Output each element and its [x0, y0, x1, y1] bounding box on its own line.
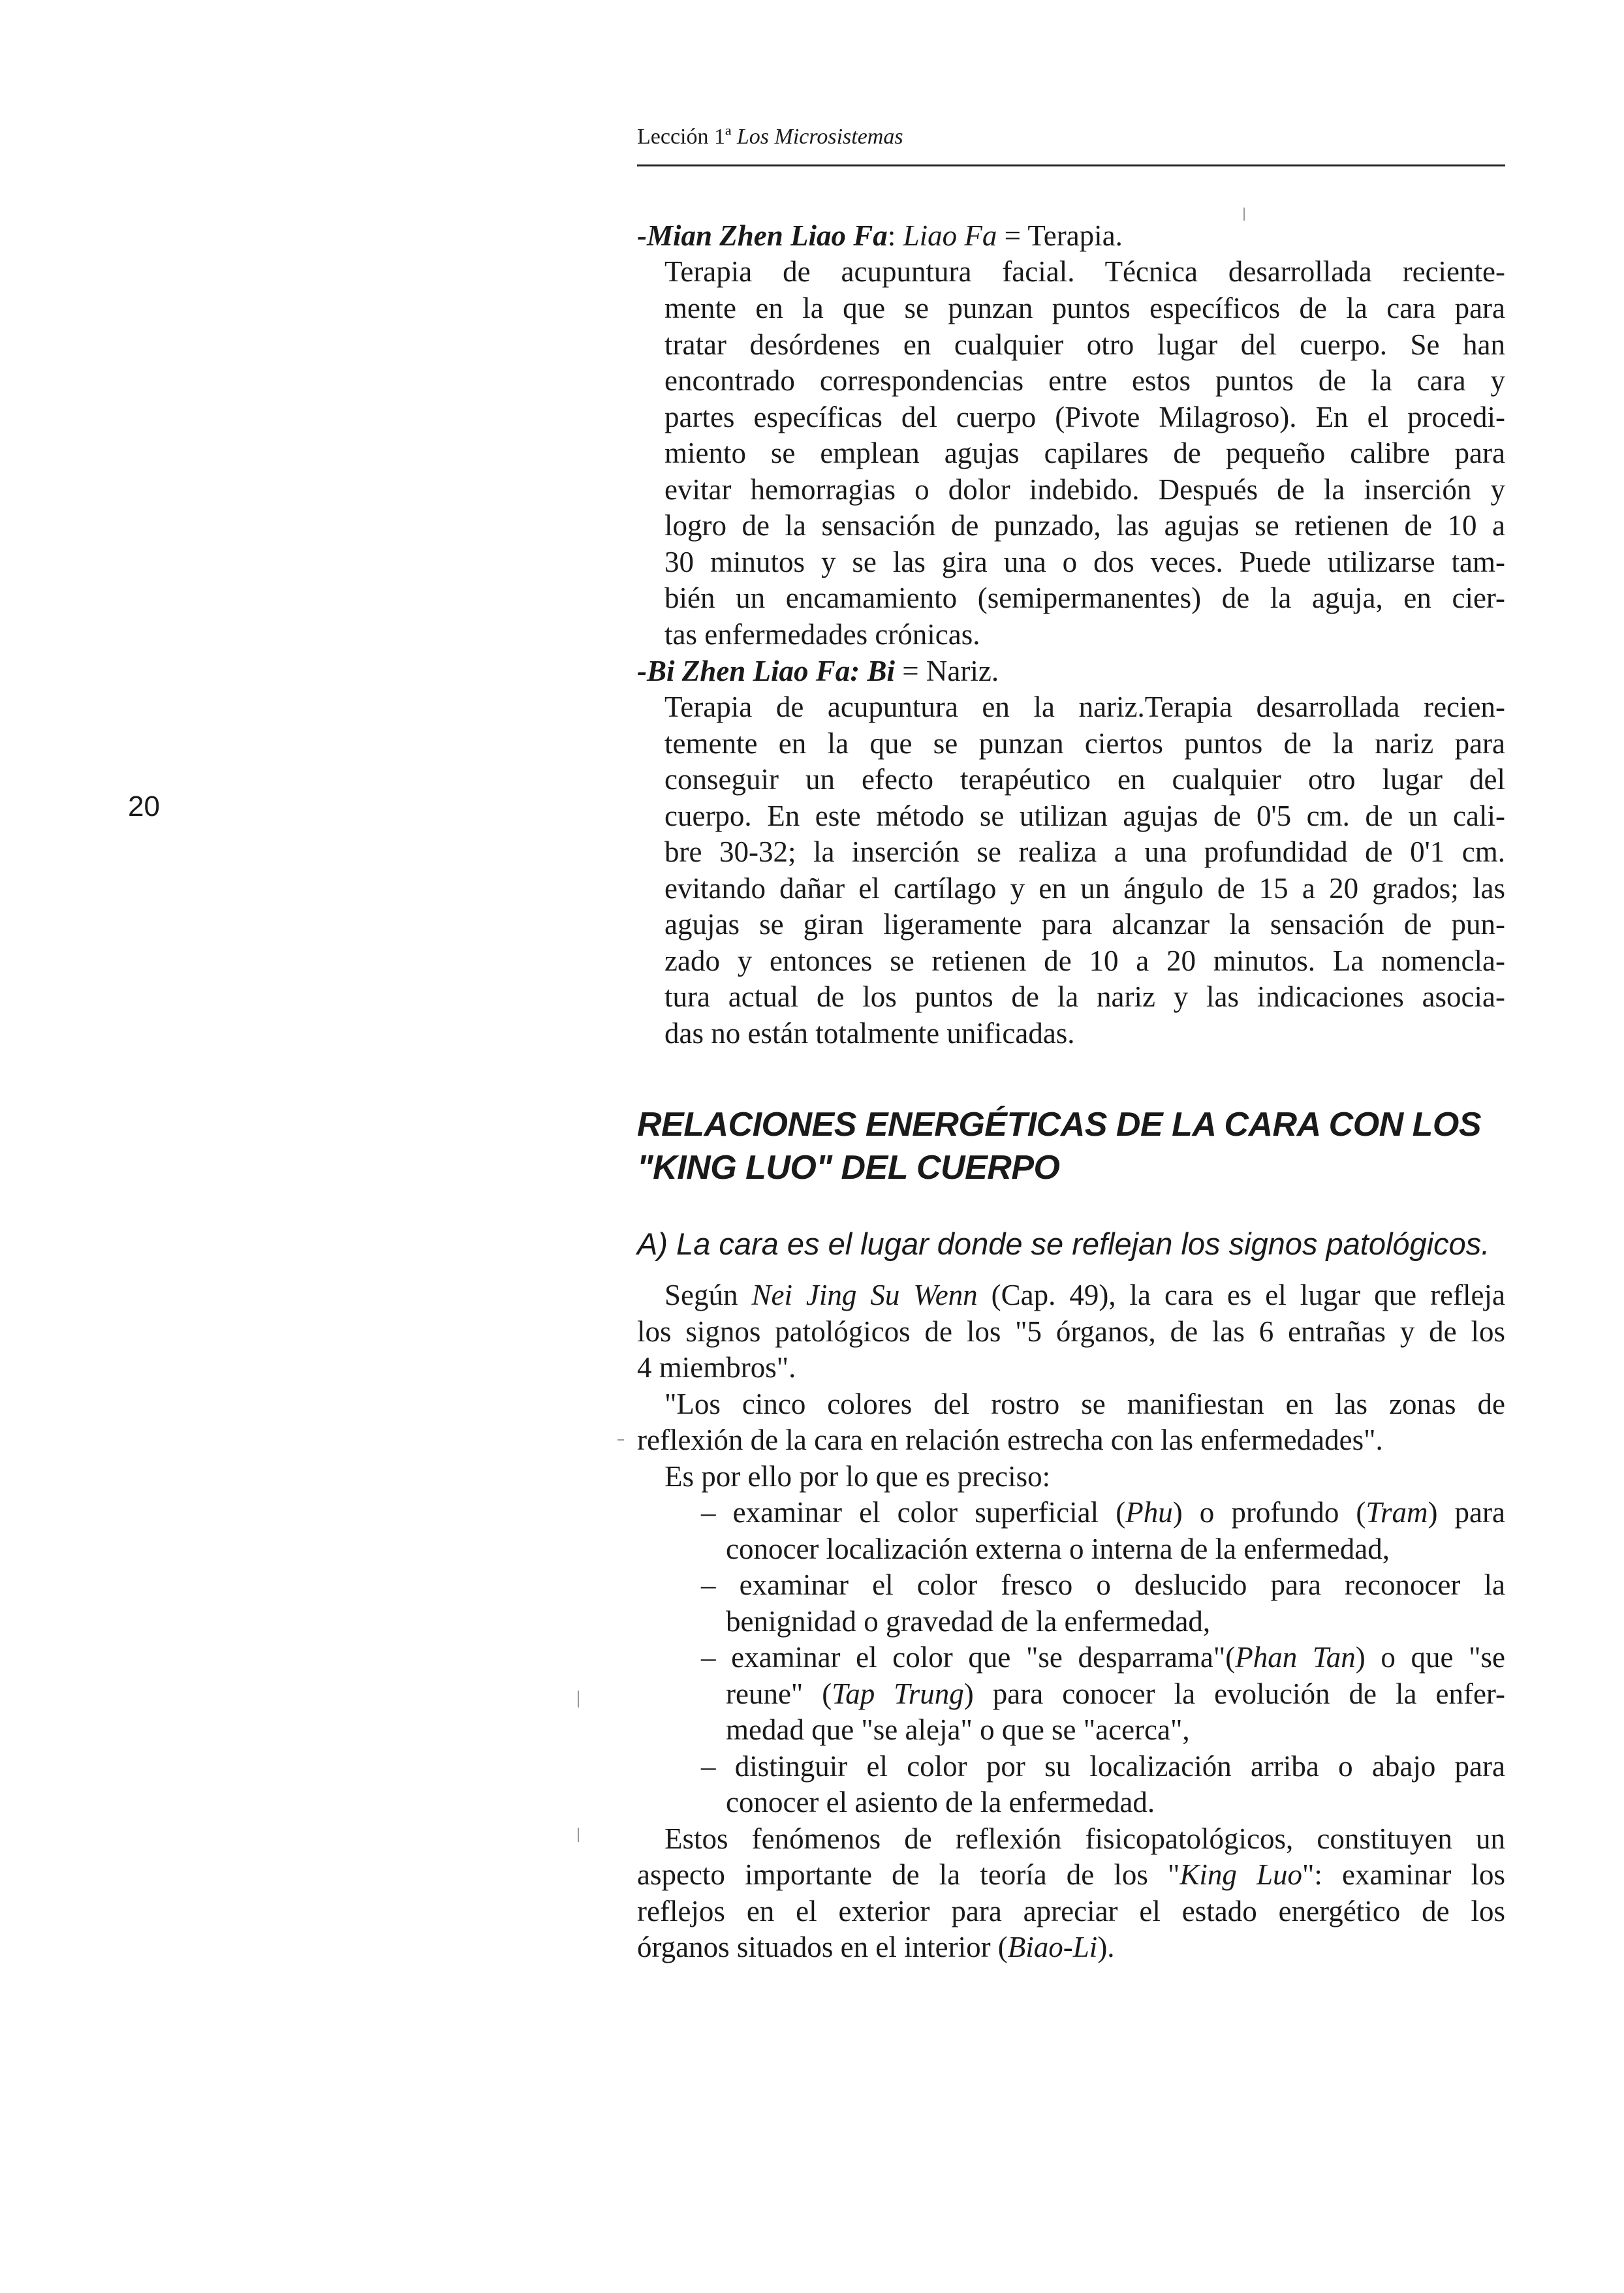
header-lesson-label: Lección 1ª	[637, 125, 732, 149]
bullet-item-line: medad que "se aleja" o que se "acerca",	[726, 1713, 1190, 1746]
citation-title: Nei Jing Su Wenn	[751, 1279, 978, 1311]
bullet-item-line: – examinar el color que "se desparrama"(Phan Tan) o que "se	[701, 1641, 1505, 1674]
bullet-item-line: conocer el asiento de la enfermedad.	[726, 1786, 1155, 1818]
header-title: Los Microsistemas	[736, 125, 903, 149]
paragraph-line: órganos situados en el interior (Biao-Li).	[637, 1931, 1115, 1963]
scan-mark	[578, 1691, 579, 1708]
paragraph-line: "Los cinco colores del rostro se manifiestan en las zonas de	[664, 1388, 1505, 1420]
entry-2-meaning: = Nariz.	[902, 655, 999, 687]
entry-1-title: -Mian Zhen Liao Fa: Liao Fa = Terapia.	[637, 219, 1123, 252]
paragraph-line: reflexión de la cara en relación estrecha con las enfermedades".	[637, 1424, 1383, 1456]
paragraph-line: aspecto importante de la teoría de los "King Luo": examinar los	[637, 1858, 1506, 1891]
entry-2-line: Terapia de acupuntura en la nariz.Terapia desarrollada recien-	[664, 691, 1505, 723]
entry-1-line: mente en la que se punzan puntos específicos de la cara para	[664, 292, 1505, 324]
paragraph-line: Según Nei Jing Su Wenn (Cap. 49), la cara es el lugar que refleja	[664, 1279, 1505, 1311]
section-subheading: A) La cara es el lugar donde se reflejan los signos patológicos.	[637, 1226, 1490, 1261]
entry-2-line: tura actual de los puntos de la nariz y las indicaciones asocia-	[664, 980, 1505, 1013]
paragraph-line: los signos patológicos de los "5 órganos, de las 6 entrañas y de los	[637, 1315, 1505, 1348]
entry-2-line: das no están totalmente unificadas.	[664, 1017, 1075, 1050]
entry-1-line: 30 minutos y se las gira una o dos veces. Puede utilizarse tam-	[664, 546, 1505, 578]
entry-1-line: partes específicas del cuerpo (Pivote Milagroso). En el procedi-	[664, 401, 1505, 433]
entry-1-line: bién un encamamiento (semipermanentes) de la aguja, en cier-	[664, 582, 1505, 614]
bullet-item-line: reune" (Tap Trung) para conocer la evolución de la enfer-	[726, 1677, 1506, 1710]
entry-1-line: tas enfermedades crónicas.	[664, 618, 980, 651]
entry-1-line: miento se emplean agujas capilares de pequeño calibre para	[664, 437, 1505, 469]
entry-2-line: bre 30-32; la inserción se realiza a una profundidad de 0'1 cm.	[664, 835, 1505, 868]
bullet-item-line: – distinguir el color por su localización arriba o abajo para	[701, 1750, 1505, 1783]
section-heading-line-1: RELACIONES ENERGÉTICAS DE LA CARA CON LOS	[637, 1106, 1482, 1144]
entry-1-meaning: = Terapia.	[1004, 219, 1123, 252]
paragraph-line: 4 miembros".	[637, 1351, 796, 1384]
scan-mark	[1243, 208, 1245, 221]
entry-1-gloss: Liao Fa	[903, 219, 997, 252]
paragraph-line: reflejos en el exterior para apreciar el estado energético de los	[637, 1895, 1505, 1927]
entry-2-line: agujas se giran ligeramente para alcanzar la sensación de pun-	[664, 908, 1505, 941]
paragraph-line: Estos fenómenos de reflexión fisicopatológicos, constituyen un	[664, 1822, 1505, 1855]
entry-1-term: -Mian Zhen Liao Fa	[637, 219, 888, 252]
bullet-item-line: benignidad o gravedad de la enfermedad,	[726, 1605, 1211, 1638]
entry-2-line: conseguir un efecto terapéutico en cualquier otro lugar del	[664, 763, 1505, 796]
running-header	[637, 124, 1505, 166]
entry-2-term: -Bi Zhen Liao Fa:	[637, 655, 860, 687]
entry-2-title	[637, 653, 1290, 689]
entry-1-line: evitar hemorragias o dolor indebido. Después de la inserción y	[664, 473, 1505, 506]
entry-1-line: Terapia de acupuntura facial. Técnica desarrollada reciente-	[664, 255, 1505, 288]
entry-2-line: evitando dañar el cartílago y en un ángulo de 15 a 20 grados; las	[664, 872, 1505, 905]
entry-1-line: logro de la sensación de punzado, las agujas se retienen de 10 a	[664, 509, 1505, 542]
entry-2-line: zado y entonces se retienen de 10 a 20 minutos. La nomencla-	[664, 944, 1505, 977]
bullet-item-line: conocer localización externa o interna de la enfermedad,	[726, 1533, 1390, 1565]
bullet-item-line: – examinar el color superficial (Phu) o profundo (Tram) para	[701, 1496, 1505, 1529]
entry-2-line: cuerpo. En este método se utilizan agujas de 0'5 cm. de un cali-	[664, 800, 1505, 832]
section-heading	[637, 1103, 1551, 1189]
scan-mark	[578, 1828, 579, 1842]
page-number: 20	[128, 790, 160, 822]
scan-mark	[617, 1439, 624, 1441]
entry-2-gloss: Bi	[867, 655, 896, 687]
entry-1-line: tratar desórdenes en cualquier otro lugar del cuerpo. Se han	[664, 328, 1505, 361]
entry-1-line: encontrado correspondencias entre estos puntos de la cara y	[664, 364, 1505, 397]
paragraph-line: Es por ello por lo que es preciso:	[664, 1460, 1051, 1493]
section-heading-line-2: "KING LUO" DEL CUERPO	[637, 1149, 1060, 1187]
entry-2-line: temente en la que se punzan ciertos puntos de la nariz para	[664, 727, 1505, 760]
bullet-item-line: – examinar el color fresco o deslucido para reconocer la	[701, 1568, 1505, 1601]
